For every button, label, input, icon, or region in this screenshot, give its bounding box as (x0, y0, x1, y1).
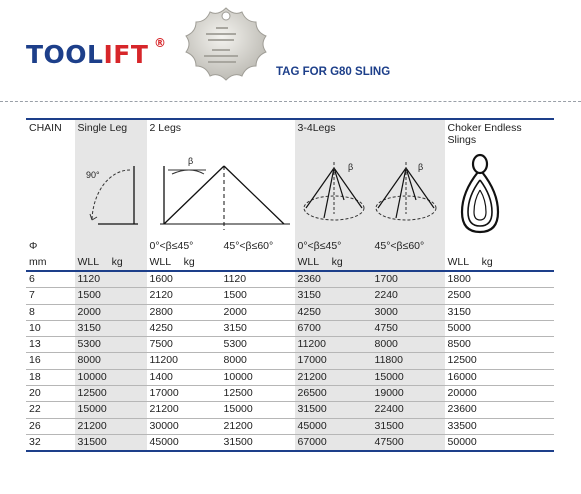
table-cell: 3150 (445, 304, 554, 320)
four-legs-angle-b: 45°<β≤60° (372, 240, 445, 256)
brand-logo-ift: IFT (103, 40, 149, 69)
table-row (26, 402, 554, 418)
table-cell: 8500 (445, 337, 554, 353)
four-legs-angle-a: 0°<β≤45° (295, 240, 372, 256)
table-cell: 5000 (445, 320, 554, 336)
data-rows (26, 271, 554, 451)
table-cell: 10000 (221, 369, 295, 385)
section-divider (0, 101, 581, 102)
table-cell: 2360 (295, 271, 372, 288)
unit-row (26, 256, 554, 271)
table-cell: 31500 (372, 418, 445, 434)
unit-four (295, 256, 372, 271)
table-cell: 22 (26, 402, 75, 418)
angle-90-label: 90° (85, 170, 100, 180)
table-cell: 5300 (221, 337, 295, 353)
table-cell: 18 (26, 369, 75, 385)
table-cell: 45000 (147, 434, 221, 451)
unit-kg: kg (183, 256, 195, 268)
table-cell: 6 (26, 271, 75, 288)
table-cell: 22400 (372, 402, 445, 418)
table-cell: 2500 (445, 288, 554, 304)
table-cell: 1120 (75, 271, 147, 288)
table-cell: 8 (26, 304, 75, 320)
unit-kg: kg (481, 256, 493, 268)
table-cell: 45000 (295, 418, 372, 434)
table-cell: 10 (26, 320, 75, 336)
table-cell: 8000 (75, 353, 147, 369)
table-cell: 17000 (295, 353, 372, 369)
table-cell: 33500 (445, 418, 554, 434)
table-row (26, 418, 554, 434)
table-row (26, 271, 554, 288)
table-cell: 2000 (75, 304, 147, 320)
header-chain: CHAIN (26, 119, 75, 152)
table-cell: 2800 (147, 304, 221, 320)
table-cell: 16 (26, 353, 75, 369)
registered-mark: ® (154, 36, 167, 50)
table-cell: 50000 (445, 434, 554, 451)
unit-wll: WLL (297, 256, 319, 268)
table-cell: 1400 (147, 369, 221, 385)
unit-wll: WLL (77, 256, 99, 268)
table-cell: 8000 (372, 337, 445, 353)
table-cell: 20000 (445, 386, 554, 402)
table-cell: 15000 (221, 402, 295, 418)
header-two-legs: 2 Legs (147, 119, 295, 152)
sling-tag-image (176, 4, 276, 96)
table-cell: 32 (26, 434, 75, 451)
phi-symbol: Φ (29, 240, 38, 252)
table-cell: 1120 (221, 271, 295, 288)
diagram-row (26, 152, 554, 240)
table-cell: 11200 (147, 353, 221, 369)
table-cell: 15000 (75, 402, 147, 418)
header-choker: Choker Endless Slings (445, 119, 554, 152)
table-cell: 13 (26, 337, 75, 353)
wll-table (26, 118, 554, 452)
table-cell: 3150 (75, 320, 147, 336)
table-cell: 31500 (221, 434, 295, 451)
table-cell: 20 (26, 386, 75, 402)
table-cell: 2120 (147, 288, 221, 304)
table-cell: 1700 (372, 271, 445, 288)
single-leg-diagram (75, 152, 147, 240)
beta-label-two-legs: β (187, 156, 193, 166)
table-cell: 7500 (147, 337, 221, 353)
unit-choker (445, 256, 554, 271)
unit-wll: WLL (447, 256, 469, 268)
table-cell: 4250 (147, 320, 221, 336)
table-row (26, 337, 554, 353)
table-cell: 11200 (295, 337, 372, 353)
table-cell: 21200 (221, 418, 295, 434)
table-cell: 31500 (75, 434, 147, 451)
table-row (26, 288, 554, 304)
table-cell: 31500 (295, 402, 372, 418)
table-cell: 10000 (75, 369, 147, 385)
header-single-leg: Single Leg (75, 119, 147, 152)
table-cell: 12500 (75, 386, 147, 402)
two-legs-angle-a: 0°<β≤45° (149, 240, 194, 252)
unit-mm: mm (26, 256, 75, 271)
table-cell: 21200 (75, 418, 147, 434)
table-cell: 47500 (372, 434, 445, 451)
table-row (26, 320, 554, 336)
table-cell: 30000 (147, 418, 221, 434)
unit-single (75, 256, 147, 271)
header-row (26, 119, 554, 152)
brand-logo (26, 36, 167, 69)
table-cell: 2240 (372, 288, 445, 304)
table-cell: 4250 (295, 304, 372, 320)
table-cell: 12500 (445, 353, 554, 369)
table-row (26, 304, 554, 320)
unit-kg: kg (331, 256, 343, 268)
two-legs-diagram (147, 152, 295, 240)
table-cell: 19000 (372, 386, 445, 402)
table-cell: 21200 (295, 369, 372, 385)
two-legs-angle-b: 45°<β≤60° (223, 240, 274, 252)
table-cell: 11800 (372, 353, 445, 369)
table-cell: 4750 (372, 320, 445, 336)
table-cell: 5300 (75, 337, 147, 353)
table-cell: 26 (26, 418, 75, 434)
tag-title: TAG FOR G80 SLING (276, 66, 391, 78)
table-cell: 67000 (295, 434, 372, 451)
table-cell: 23600 (445, 402, 554, 418)
table-cell: 6700 (295, 320, 372, 336)
table-cell: 12500 (221, 386, 295, 402)
beta-label-three-legs: β (347, 162, 353, 172)
table-cell: 15000 (372, 369, 445, 385)
table-cell: 8000 (221, 353, 295, 369)
table-row (26, 353, 554, 369)
table-cell: 16000 (445, 369, 554, 385)
header-three-four-legs: 3-4Legs (295, 119, 445, 152)
table-cell: 3150 (295, 288, 372, 304)
table-cell: 1600 (147, 271, 221, 288)
table-row (26, 369, 554, 385)
choker-diagram (445, 152, 554, 240)
table-cell: 2000 (221, 304, 295, 320)
three-four-legs-diagram (295, 152, 445, 240)
table-cell: 1800 (445, 271, 554, 288)
table-cell: 3150 (221, 320, 295, 336)
table-cell: 17000 (147, 386, 221, 402)
angle-row (26, 240, 554, 256)
table-cell: 26500 (295, 386, 372, 402)
beta-label-four-legs: β (417, 162, 423, 172)
table-row (26, 386, 554, 402)
table-cell: 1500 (221, 288, 295, 304)
unit-two (147, 256, 221, 271)
brand-logo-tool: TOOL (26, 40, 104, 69)
table-cell: 7 (26, 288, 75, 304)
table-cell: 21200 (147, 402, 221, 418)
unit-kg: kg (111, 256, 123, 268)
table-row (26, 434, 554, 451)
table-cell: 1500 (75, 288, 147, 304)
table-cell: 3000 (372, 304, 445, 320)
unit-wll: WLL (149, 256, 171, 268)
